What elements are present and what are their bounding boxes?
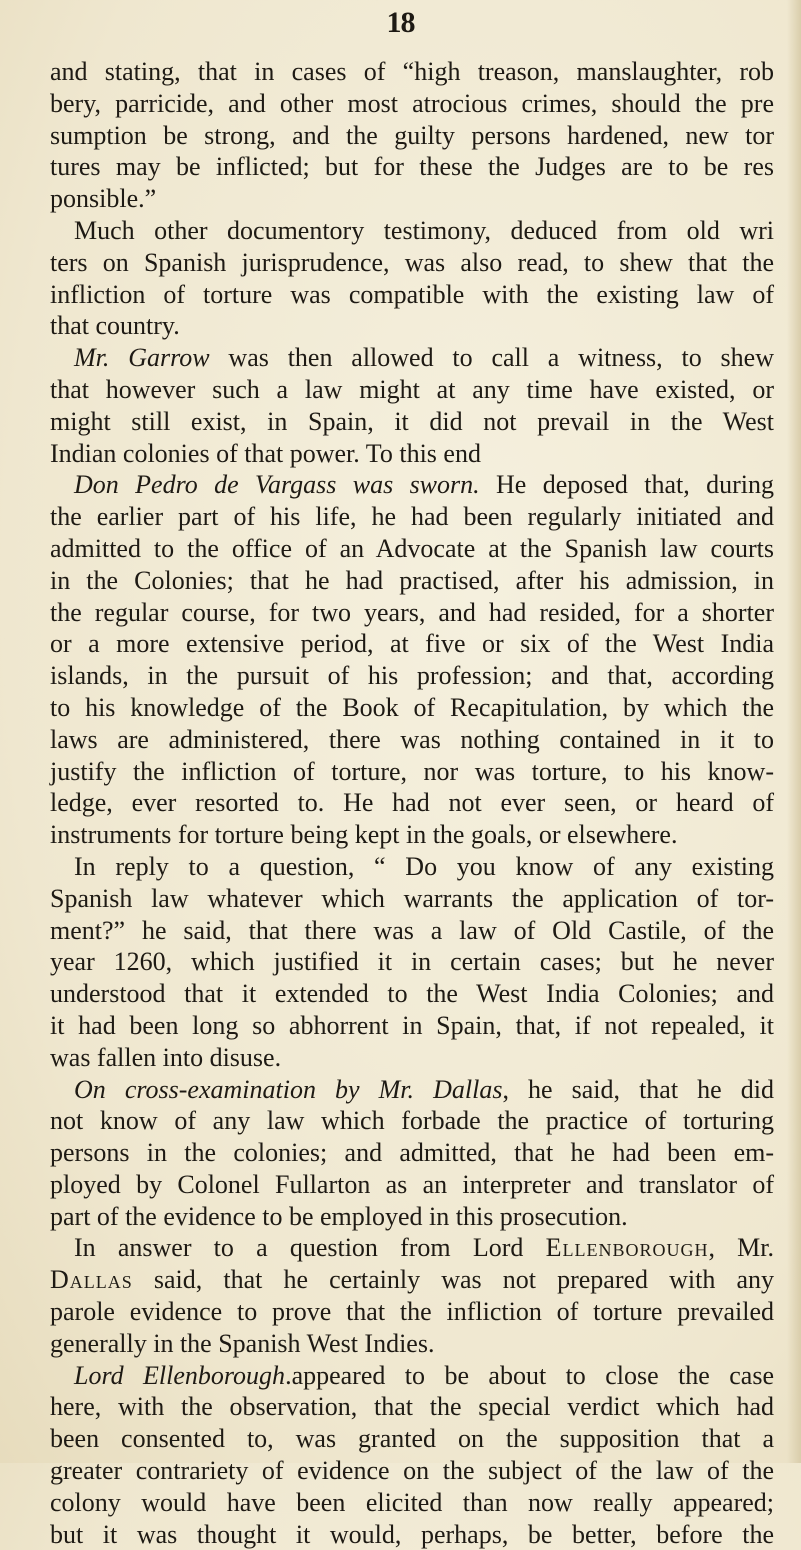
text-run: justify the infliction of torture, nor was torture, to his know-: [50, 756, 774, 786]
text-run: understood that it extended to the West India Colonies; and: [50, 979, 774, 1009]
text-line: [50, 1169, 774, 1201]
text-line: [50, 883, 774, 915]
text-line: [50, 915, 774, 947]
text-run: here, with the observation, that the special verdict which had: [50, 1392, 774, 1422]
page-edge-shadow: [787, 0, 801, 1463]
body-text: [50, 56, 774, 1550]
text-line: [50, 1074, 774, 1106]
text-run: was fallen into disuse.: [50, 1042, 282, 1072]
text-line: [50, 1010, 774, 1042]
text-line: [50, 1391, 774, 1423]
text-run: might still exist, in Spain, it did not prevail in the West: [50, 406, 774, 436]
text-run: year 1260, which justified it in certain cases; but he never: [50, 947, 774, 977]
text-line: [50, 851, 774, 883]
text-run: that country.: [50, 311, 180, 341]
text-run: admitted to the office of an Advocate at the Spanish law courts: [50, 533, 774, 563]
text-run: or a more extensive period, at five or six of the West India: [50, 629, 774, 659]
text-run: tures may be inflicted; but for these the Judges are to be res: [50, 152, 774, 182]
text-line: [50, 1296, 774, 1328]
text-run: part of the evidence to be employed in this prosecution.: [50, 1201, 628, 1231]
text-line: [50, 756, 774, 788]
text-line: [50, 628, 774, 660]
text-line: [50, 1519, 774, 1550]
text-line: [50, 1360, 774, 1392]
text-line: [50, 215, 774, 247]
text-line: [50, 978, 774, 1010]
text-run: and stating, that in cases of “high treason, manslaughter, rob: [50, 57, 774, 86]
text-line: [50, 501, 774, 533]
text-run: it had been long so abhorrent in Spain, that, if not repealed, it: [50, 1010, 774, 1040]
text-run: generally in the Spanish West Indies.: [50, 1328, 435, 1358]
text-line: [50, 120, 774, 152]
text-line: [50, 1264, 774, 1296]
text-run: ment?” he said, that there was a law of Old Castile, of the: [50, 915, 774, 945]
italic-text: Mr. Garrow: [74, 343, 210, 373]
text-run: ployed by Colonel Fullarton as an interpreter and translator of: [50, 1169, 774, 1199]
text-line: [50, 1137, 774, 1169]
text-line: [50, 692, 774, 724]
text-line: [50, 279, 774, 311]
text-run: instruments for torture being kept in the goals, or elsewhere.: [50, 820, 678, 850]
text-run: , he said, that he did: [502, 1074, 774, 1104]
text-run: infliction of torture was compatible with the existing law of: [50, 279, 774, 309]
italic-text: Don Pedro de Vargass was sworn.: [74, 470, 480, 500]
text-run: In answer to a question from Lord: [74, 1233, 546, 1263]
text-line: [50, 438, 774, 470]
text-line: [50, 1042, 774, 1074]
text-run: Much other documentory testimony, deduced from old wri: [74, 215, 774, 245]
text-line: [50, 660, 774, 692]
text-run: islands, in the pursuit of his profession; and that, according: [50, 661, 774, 691]
text-line: [50, 88, 774, 120]
text-run: colony would have been elicited than now really appeared;: [50, 1487, 774, 1517]
text-line: [50, 1328, 774, 1360]
text-run: been consented to, was granted on the supposition that a: [50, 1424, 774, 1454]
text-line: [50, 469, 774, 501]
text-run: parole evidence to prove that the infliction of torture prevailed: [50, 1297, 774, 1327]
text-run: was then allowed to call a witness, to shew: [209, 343, 774, 373]
text-line: [50, 565, 774, 597]
small-caps-name: Ellenborough: [545, 1233, 709, 1263]
text-line: [50, 597, 774, 629]
text-run: In reply to a question, “ Do you know of any existing: [74, 851, 774, 881]
page-number: 18: [386, 6, 415, 39]
text-line: [50, 533, 774, 565]
text-line: [50, 151, 774, 183]
text-run: but it was thought it would, perhaps, be better, before the: [50, 1519, 774, 1549]
text-line: [50, 310, 774, 342]
text-line: [50, 342, 774, 374]
text-run: to his knowledge of the Book of Recapitulation, by which the: [50, 692, 774, 722]
text-line: [50, 374, 774, 406]
text-run: sumption be strong, and the guilty persons hardened, new tor: [50, 120, 774, 150]
text-run: persons in the colonies; and admitted, that he had been em-: [50, 1138, 774, 1168]
small-caps-name: Dallas: [50, 1265, 133, 1295]
text-run: Spanish law whatever which warrants the application of tor-: [50, 883, 774, 913]
text-run: ters on Spanish jurisprudence, was also read, to shew that the: [50, 247, 774, 277]
text-run: the earlier part of his life, he had been regularly initiated and: [50, 502, 774, 532]
text-run: ledge, ever resorted to. He had not ever seen, or heard of: [50, 788, 774, 818]
text-line: [50, 1455, 774, 1487]
text-line: [50, 1201, 774, 1233]
text-run: in the Colonies; that he had practised, after his admission, in: [50, 565, 774, 595]
text-run: the regular course, for two years, and had resided, for a shorter: [50, 597, 774, 627]
text-line: [50, 406, 774, 438]
text-line: [50, 819, 774, 851]
text-line: [50, 1423, 774, 1455]
text-run: He deposed that, during: [479, 470, 774, 500]
text-run: .appeared to be about to close the case: [285, 1360, 774, 1390]
text-run: Indian colonies of that power. To this end: [50, 438, 481, 468]
text-line: [50, 946, 774, 978]
text-run: greater contrariety of evidence on the subject of the law of the: [50, 1456, 774, 1486]
text-line: [50, 183, 774, 215]
text-line: [50, 1487, 774, 1519]
text-line: [50, 724, 774, 756]
text-run: laws are administered, there was nothing contained in it to: [50, 724, 774, 754]
text-line: [50, 56, 774, 88]
text-run: ponsible.”: [50, 184, 157, 214]
italic-text: Lord Ellenborough: [74, 1360, 286, 1390]
italic-text: On cross-examination by Mr. Dallas: [74, 1074, 503, 1104]
text-run: bery, parricide, and other most atrocious crimes, should the pre: [50, 88, 774, 118]
text-run: said, that he certainly was not prepared with any: [132, 1265, 774, 1295]
text-run: not know of any law which forbade the practice of torturing: [50, 1106, 774, 1136]
text-line: [50, 1105, 774, 1137]
text-run: that however such a law might at any time have existed, or: [50, 374, 774, 404]
text-line: [50, 247, 774, 279]
text-line: [50, 787, 774, 819]
text-run: , Mr.: [708, 1233, 775, 1263]
text-line: [50, 1232, 774, 1264]
